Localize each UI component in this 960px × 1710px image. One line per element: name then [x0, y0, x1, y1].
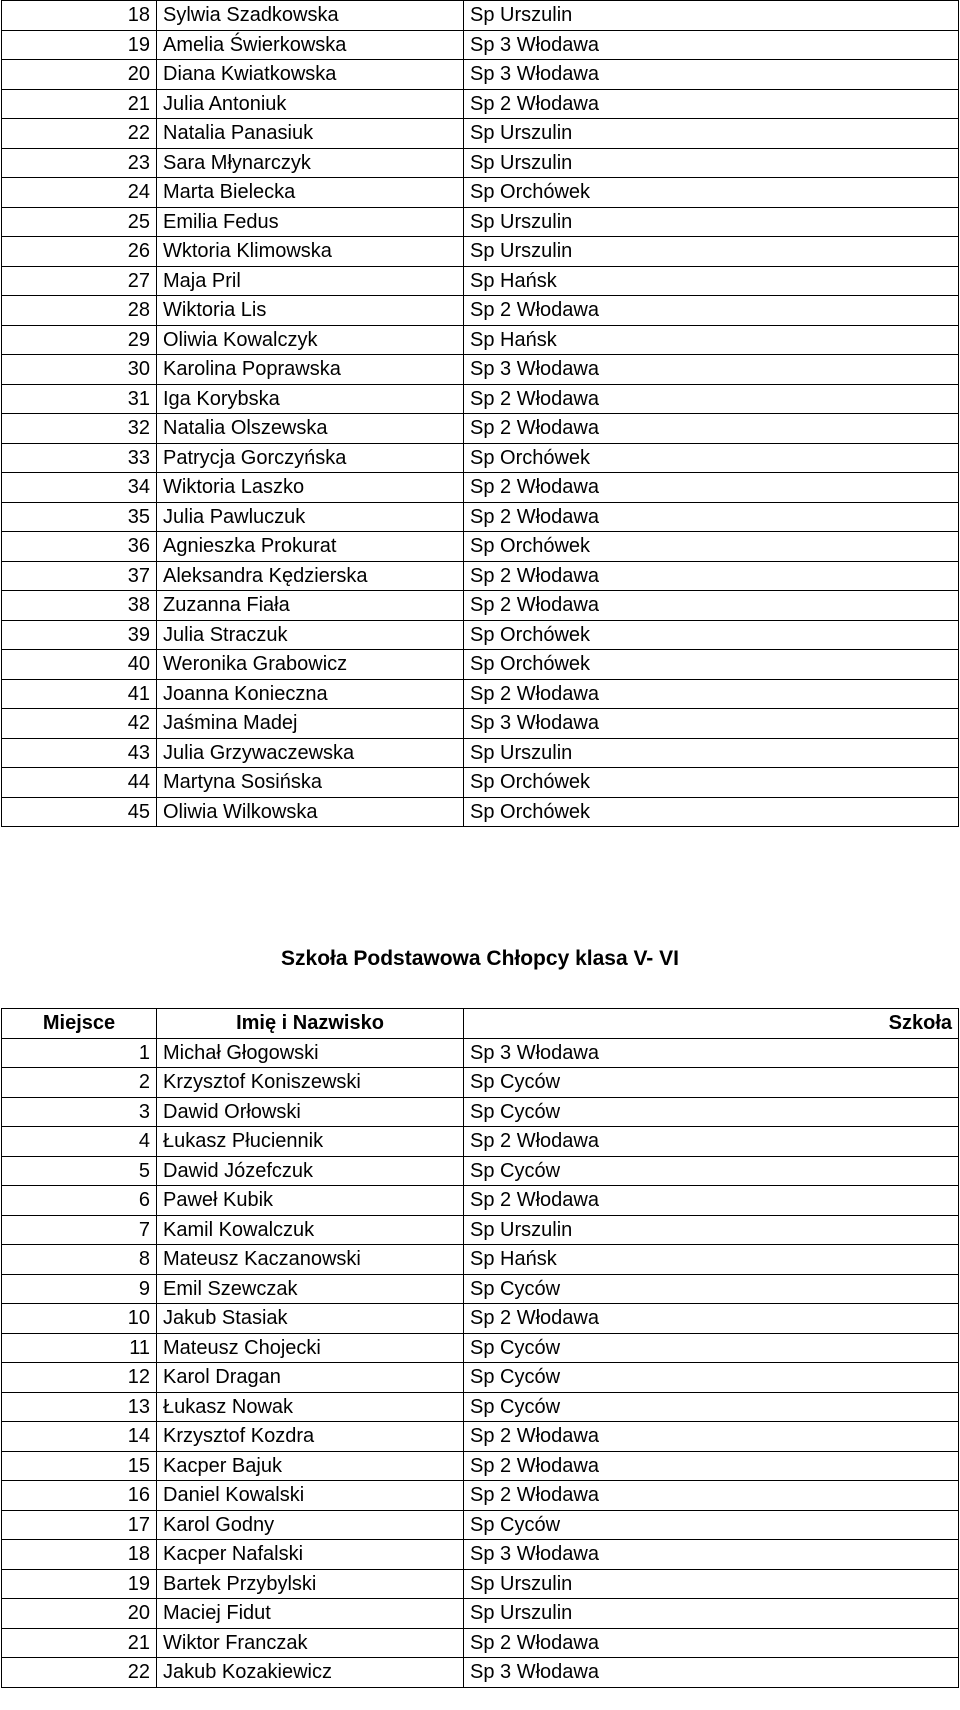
place-cell: 45: [2, 797, 157, 827]
name-cell: Dawid Orłowski: [157, 1097, 464, 1127]
school-cell: Sp Orchówek: [464, 178, 959, 208]
place-cell: 4: [2, 1127, 157, 1157]
name-cell: Julia Grzywaczewska: [157, 738, 464, 768]
school-cell: Sp Orchówek: [464, 443, 959, 473]
place-cell: 31: [2, 384, 157, 414]
name-cell: Julia Antoniuk: [157, 89, 464, 119]
table-row: [2, 1628, 959, 1658]
name-cell: Daniel Kowalski: [157, 1481, 464, 1511]
name-cell: Jakub Stasiak: [157, 1304, 464, 1334]
place-cell: 43: [2, 738, 157, 768]
name-cell: Sara Młynarczyk: [157, 148, 464, 178]
school-cell: Sp 2 Włodawa: [464, 384, 959, 414]
school-cell: Sp Cyców: [464, 1510, 959, 1540]
table-row: [2, 738, 959, 768]
school-cell: Sp Urszulin: [464, 148, 959, 178]
name-cell: Natalia Panasiuk: [157, 119, 464, 149]
table-row: [2, 502, 959, 532]
place-cell: 15: [2, 1451, 157, 1481]
table-row: [2, 532, 959, 562]
school-cell: Sp Urszulin: [464, 738, 959, 768]
header-school: Szkoła: [464, 1009, 959, 1039]
section-title: Szkoła Podstawowa Chłopcy klasa V- VI: [281, 947, 679, 970]
school-cell: Sp Cyców: [464, 1333, 959, 1363]
name-cell: Kamil Kowalczuk: [157, 1215, 464, 1245]
place-cell: 23: [2, 148, 157, 178]
name-cell: Łukasz Nowak: [157, 1392, 464, 1422]
name-cell: Dawid Józefczuk: [157, 1156, 464, 1186]
name-cell: Marta Bielecka: [157, 178, 464, 208]
name-cell: Wiktoria Laszko: [157, 473, 464, 503]
table-row: [2, 325, 959, 355]
school-cell: Sp 3 Włodawa: [464, 60, 959, 90]
name-cell: Agnieszka Prokurat: [157, 532, 464, 562]
place-cell: 7: [2, 1215, 157, 1245]
name-cell: Kacper Nafalski: [157, 1540, 464, 1570]
place-cell: 25: [2, 207, 157, 237]
table-row: [2, 1274, 959, 1304]
table-header-row: [2, 1009, 959, 1039]
school-cell: Sp 2 Włodawa: [464, 561, 959, 591]
place-cell: 22: [2, 1658, 157, 1688]
school-cell: Sp 3 Włodawa: [464, 355, 959, 385]
name-cell: Michał Głogowski: [157, 1038, 464, 1068]
place-cell: 26: [2, 237, 157, 267]
table-row: [2, 1156, 959, 1186]
school-cell: Sp Cyców: [464, 1392, 959, 1422]
place-cell: 33: [2, 443, 157, 473]
place-cell: 8: [2, 1245, 157, 1275]
place-cell: 21: [2, 1628, 157, 1658]
header-name: Imię i Nazwisko: [157, 1009, 464, 1039]
place-cell: 12: [2, 1363, 157, 1393]
table-row: [2, 1245, 959, 1275]
place-cell: 17: [2, 1510, 157, 1540]
place-cell: 37: [2, 561, 157, 591]
school-cell: Sp 2 Włodawa: [464, 1481, 959, 1511]
place-cell: 11: [2, 1333, 157, 1363]
school-cell: Sp Cyców: [464, 1097, 959, 1127]
school-cell: Sp Urszulin: [464, 1599, 959, 1629]
school-cell: Sp 2 Włodawa: [464, 1304, 959, 1334]
school-cell: Sp Orchówek: [464, 768, 959, 798]
place-cell: 16: [2, 1481, 157, 1511]
name-cell: Karol Godny: [157, 1510, 464, 1540]
school-cell: Sp Hańsk: [464, 1245, 959, 1275]
table-row: [2, 1599, 959, 1629]
school-cell: Sp 2 Włodawa: [464, 89, 959, 119]
school-cell: Sp 3 Włodawa: [464, 1038, 959, 1068]
table-row: [2, 60, 959, 90]
table-row: [2, 561, 959, 591]
place-cell: 6: [2, 1186, 157, 1216]
table-row: [2, 1304, 959, 1334]
table-row: [2, 414, 959, 444]
school-cell: Sp 2 Włodawa: [464, 591, 959, 621]
school-cell: Sp 2 Włodawa: [464, 296, 959, 326]
name-cell: Krzysztof Kozdra: [157, 1422, 464, 1452]
name-cell: Emil Szewczak: [157, 1274, 464, 1304]
table-row: [2, 620, 959, 650]
place-cell: 13: [2, 1392, 157, 1422]
school-cell: Sp 3 Włodawa: [464, 709, 959, 739]
table-row: [2, 30, 959, 60]
table-row: [2, 1392, 959, 1422]
place-cell: 29: [2, 325, 157, 355]
school-cell: Sp 2 Włodawa: [464, 1451, 959, 1481]
school-cell: Sp Cyców: [464, 1363, 959, 1393]
school-cell: Sp 2 Włodawa: [464, 502, 959, 532]
school-cell: Sp Urszulin: [464, 1569, 959, 1599]
name-cell: Zuzanna Fiała: [157, 591, 464, 621]
table-row: [2, 1186, 959, 1216]
name-cell: Kacper Bajuk: [157, 1451, 464, 1481]
school-cell: Sp Hańsk: [464, 266, 959, 296]
table-row: [2, 1127, 959, 1157]
name-cell: Amelia Świerkowska: [157, 30, 464, 60]
table-row: [2, 1540, 959, 1570]
table-row: [2, 679, 959, 709]
name-cell: Karol Dragan: [157, 1363, 464, 1393]
place-cell: 36: [2, 532, 157, 562]
table-row: [2, 591, 959, 621]
results-table-girls: [1, 0, 959, 827]
name-cell: Krzysztof Koniszewski: [157, 1068, 464, 1098]
place-cell: 38: [2, 591, 157, 621]
table-row: [2, 797, 959, 827]
name-cell: Mateusz Kaczanowski: [157, 1245, 464, 1275]
table-row: [2, 119, 959, 149]
place-cell: 27: [2, 266, 157, 296]
place-cell: 21: [2, 89, 157, 119]
place-cell: 41: [2, 679, 157, 709]
table-row: [2, 473, 959, 503]
table-row: [2, 1363, 959, 1393]
place-cell: 1: [2, 1038, 157, 1068]
school-cell: Sp Urszulin: [464, 207, 959, 237]
table-row: [2, 1510, 959, 1540]
name-cell: Łukasz Płuciennik: [157, 1127, 464, 1157]
table-row: [2, 355, 959, 385]
place-cell: 35: [2, 502, 157, 532]
table-row: [2, 296, 959, 326]
name-cell: Wktoria Klimowska: [157, 237, 464, 267]
place-cell: 40: [2, 650, 157, 680]
table-row: [2, 443, 959, 473]
name-cell: Bartek Przybylski: [157, 1569, 464, 1599]
name-cell: Mateusz Chojecki: [157, 1333, 464, 1363]
table-row: [2, 207, 959, 237]
school-cell: Sp 3 Włodawa: [464, 30, 959, 60]
name-cell: Natalia Olszewska: [157, 414, 464, 444]
place-cell: 20: [2, 60, 157, 90]
school-cell: Sp Urszulin: [464, 119, 959, 149]
name-cell: Aleksandra Kędzierska: [157, 561, 464, 591]
table-row: [2, 1215, 959, 1245]
table-row: [2, 1, 959, 31]
place-cell: 20: [2, 1599, 157, 1629]
name-cell: Wiktoria Lis: [157, 296, 464, 326]
name-cell: Jakub Kozakiewicz: [157, 1658, 464, 1688]
name-cell: Patrycja Gorczyńska: [157, 443, 464, 473]
place-cell: 22: [2, 119, 157, 149]
place-cell: 19: [2, 30, 157, 60]
name-cell: Julia Pawluczuk: [157, 502, 464, 532]
name-cell: Oliwia Kowalczyk: [157, 325, 464, 355]
name-cell: Julia Straczuk: [157, 620, 464, 650]
school-cell: Sp 3 Włodawa: [464, 1540, 959, 1570]
header-place: Miejsce: [2, 1009, 157, 1039]
school-cell: Sp Cyców: [464, 1068, 959, 1098]
place-cell: 2: [2, 1068, 157, 1098]
school-cell: Sp 2 Włodawa: [464, 414, 959, 444]
table-row: [2, 1068, 959, 1098]
school-cell: Sp Hańsk: [464, 325, 959, 355]
table-row: [2, 1038, 959, 1068]
school-cell: Sp 2 Włodawa: [464, 473, 959, 503]
name-cell: Jaśmina Madej: [157, 709, 464, 739]
place-cell: 30: [2, 355, 157, 385]
name-cell: Weronika Grabowicz: [157, 650, 464, 680]
place-cell: 10: [2, 1304, 157, 1334]
school-cell: Sp Orchówek: [464, 620, 959, 650]
table-row: [2, 89, 959, 119]
table-row: [2, 768, 959, 798]
name-cell: Oliwia Wilkowska: [157, 797, 464, 827]
name-cell: Paweł Kubik: [157, 1186, 464, 1216]
name-cell: Sylwia Szadkowska: [157, 1, 464, 31]
table-row: [2, 650, 959, 680]
name-cell: Maciej Fidut: [157, 1599, 464, 1629]
school-cell: Sp 2 Włodawa: [464, 679, 959, 709]
place-cell: 19: [2, 1569, 157, 1599]
school-cell: Sp Cyców: [464, 1156, 959, 1186]
school-cell: Sp 2 Włodawa: [464, 1422, 959, 1452]
school-cell: Sp Urszulin: [464, 1, 959, 31]
place-cell: 18: [2, 1, 157, 31]
table-row: [2, 266, 959, 296]
place-cell: 3: [2, 1097, 157, 1127]
table-row: [2, 1658, 959, 1688]
school-cell: Sp 3 Włodawa: [464, 1658, 959, 1688]
name-cell: Diana Kwiatkowska: [157, 60, 464, 90]
school-cell: Sp 2 Włodawa: [464, 1628, 959, 1658]
school-cell: Sp Urszulin: [464, 237, 959, 267]
name-cell: Maja Pril: [157, 266, 464, 296]
place-cell: 18: [2, 1540, 157, 1570]
place-cell: 5: [2, 1156, 157, 1186]
results-table-body: [2, 1038, 959, 1687]
place-cell: 32: [2, 414, 157, 444]
school-cell: Sp 2 Włodawa: [464, 1186, 959, 1216]
table-row: [2, 384, 959, 414]
name-cell: Wiktor Franczak: [157, 1628, 464, 1658]
name-cell: Emilia Fedus: [157, 207, 464, 237]
place-cell: 42: [2, 709, 157, 739]
name-cell: Martyna Sosińska: [157, 768, 464, 798]
school-cell: Sp Cyców: [464, 1274, 959, 1304]
name-cell: Karolina Poprawska: [157, 355, 464, 385]
table-row: [2, 148, 959, 178]
name-cell: Iga Korybska: [157, 384, 464, 414]
place-cell: 24: [2, 178, 157, 208]
school-cell: Sp Orchówek: [464, 797, 959, 827]
place-cell: 9: [2, 1274, 157, 1304]
table-row: [2, 1333, 959, 1363]
place-cell: 14: [2, 1422, 157, 1452]
table-row: [2, 1481, 959, 1511]
school-cell: Sp Urszulin: [464, 1215, 959, 1245]
place-cell: 44: [2, 768, 157, 798]
results-table-boys: [1, 1008, 959, 1688]
place-cell: 34: [2, 473, 157, 503]
table-row: [2, 1569, 959, 1599]
results-table-body: [2, 1, 959, 827]
table-row: [2, 709, 959, 739]
table-row: [2, 237, 959, 267]
place-cell: 39: [2, 620, 157, 650]
school-cell: Sp Orchówek: [464, 650, 959, 680]
table-row: [2, 1097, 959, 1127]
table-row: [2, 1422, 959, 1452]
school-cell: Sp 2 Włodawa: [464, 1127, 959, 1157]
table-row: [2, 178, 959, 208]
table-row: [2, 1451, 959, 1481]
school-cell: Sp Orchówek: [464, 532, 959, 562]
name-cell: Joanna Konieczna: [157, 679, 464, 709]
place-cell: 28: [2, 296, 157, 326]
